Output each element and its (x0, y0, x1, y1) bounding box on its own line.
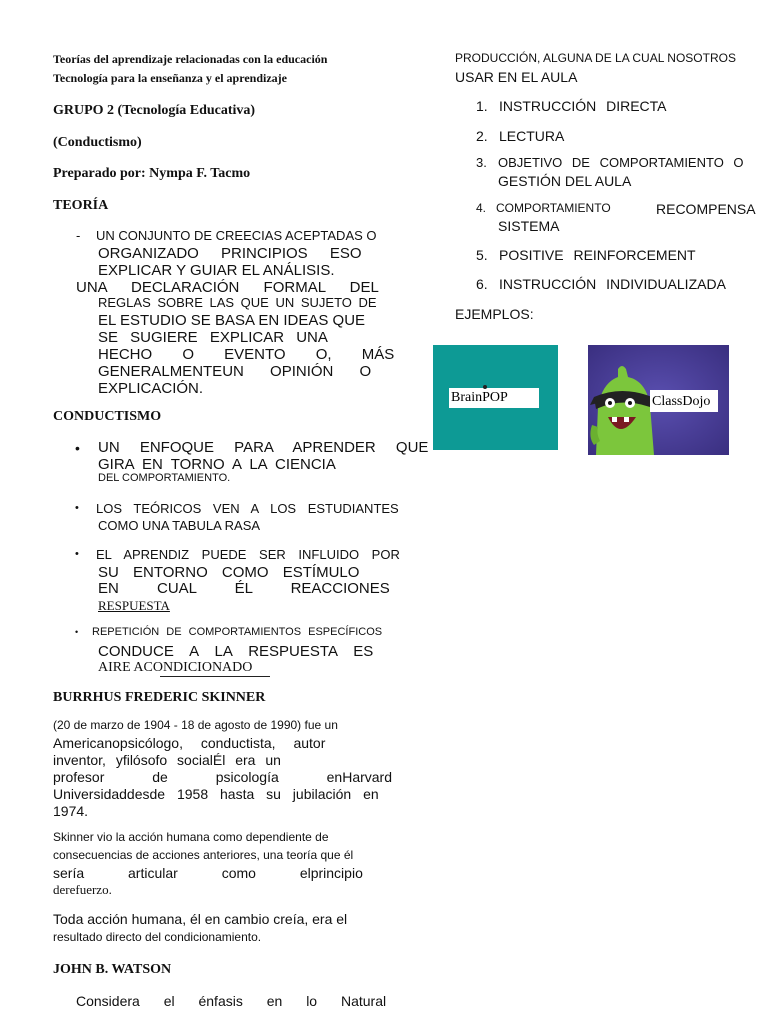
skinner-p2-line2: consecuencias de acciones anteriores, una teoría que él (53, 848, 354, 862)
classdojo-label: ClassDojo (652, 394, 711, 409)
teoria-line-8: HECHO O EVENTO O, MÁS (98, 346, 395, 363)
prepared-by: Preparado por: Nympa F. Tacmo (53, 166, 251, 181)
teoria-line-6: EL ESTUDIO SE BASA EN IDEAS QUE (98, 312, 366, 329)
conductismo-heading: CONDUCTISMO (53, 409, 162, 424)
teoria-line-1: UN CONJUNTO DE CREECIAS ACEPTADAS O (96, 228, 377, 243)
teoria-heading: TEORÍA (53, 198, 109, 213)
list-item-4-cont: SISTEMA (498, 218, 560, 234)
brainpop-label: BrainPOP (451, 390, 508, 405)
bullet-marker: • (75, 502, 79, 514)
conductismo-b2-line2: COMO UNA TABULA RASA (98, 518, 261, 533)
list-num-4: 4. (476, 201, 487, 215)
bullet-marker: • (75, 627, 79, 637)
skinner-p2-line4: derefuerzo. (53, 882, 112, 897)
underline-decoration (160, 676, 270, 677)
brainpop-dot (483, 385, 487, 389)
bullet-marker: • (75, 548, 79, 560)
list-item-1: INSTRUCCIÓN DIRECTA (499, 98, 667, 114)
header-line-1: Teorías del aprendizaje relacionadas con la educación (53, 52, 328, 66)
conductismo-b4-line2: CONDUCE A LA RESPUESTA ES (98, 643, 374, 660)
skinner-p1-line5: Universidaddesde 1958 hasta su jubilación en (53, 786, 379, 802)
conductismo-b3-line3: EN CUAL ÉL REACCIONES (98, 580, 390, 597)
group-title: GRUPO 2 (Tecnología Educativa) (53, 103, 256, 118)
dash-marker: - (76, 228, 81, 243)
skinner-p2-line3: sería articular como elprincipio (53, 865, 363, 881)
conductismo-b4-line3: AIRE ACONDICIONADO (98, 660, 253, 675)
conductismo-b3-line4: RESPUESTA (98, 598, 170, 613)
conductismo-b3-line1: EL APRENDIZ PUEDE SER INFLUIDO POR (96, 547, 400, 562)
watson-heading: JOHN B. WATSON (53, 962, 172, 977)
brainpop-image (433, 345, 558, 450)
list-item-4: COMPORTAMIENTO (496, 201, 611, 215)
teoria-line-7: SE SUGIERE EXPLICAR UNA (98, 329, 328, 346)
list-num-6: 6. (476, 276, 488, 292)
list-item-4-b: RECOMPENSA (656, 201, 756, 217)
skinner-p1-line2: Americanopsicólogo, conductista, autor (53, 735, 326, 751)
watson-line: Considera el énfasis en lo Natural (76, 993, 387, 1009)
skinner-heading: BURRHUS FREDERIC SKINNER (53, 690, 266, 705)
skinner-p3-line2: resultado directo del condicionamiento. (53, 930, 262, 944)
right-top-line1: PRODUCCIÓN, ALGUNA DE LA CUAL NOSOTROS (455, 51, 736, 65)
conductismo-b1-line2: GIRA EN TORNO A LA CIENCIA (98, 456, 336, 473)
list-num-1: 1. (476, 98, 488, 114)
list-num-2: 2. (476, 128, 488, 144)
teoria-line-5: REGLAS SOBRE LAS QUE UN SUJETO DE (98, 295, 377, 310)
list-item-2: LECTURA (499, 128, 565, 144)
conductismo-b3-line2: SU ENTORNO COMO ESTÍMULO (98, 564, 360, 581)
list-num-5: 5. (476, 247, 488, 263)
right-top-line2: USAR EN EL AULA (455, 69, 578, 85)
teoria-line-3: EXPLICAR Y GUIAR EL ANÁLISIS. (98, 262, 335, 279)
classdojo-image (588, 345, 729, 455)
skinner-p1-line6: 1974. (53, 803, 89, 819)
teoria-line-9: GENERALMENTEUN OPINIÓN O (98, 363, 372, 380)
skinner-p1-line4: profesor de psicología enHarvard (53, 769, 393, 785)
list-item-3-cont: GESTIÓN DEL AULA (498, 173, 632, 189)
header-line-2: Tecnología para la enseñanza y el aprendizaje (53, 71, 287, 85)
teoria-line-2: ORGANIZADO PRINCIPIOS ESO (98, 245, 362, 262)
list-item-6: INSTRUCCIÓN INDIVIDUALIZADA (499, 276, 726, 292)
skinner-p3-line1: Toda acción humana, él en cambio creía, era el (53, 911, 348, 927)
bullet-marker: • (75, 440, 80, 456)
conductismo-b4-line1: REPETICIÓN DE COMPORTAMIENTOS ESPECÍFICOS (92, 626, 383, 638)
teoria-line-4: UNA DECLARACIÓN FORMAL DEL (76, 279, 379, 296)
conductismo-b1-line3: DEL COMPORTAMIENTO. (98, 472, 231, 484)
ejemplos-heading: EJEMPLOS: (455, 306, 534, 322)
conductismo-b2-line1: LOS TEÓRICOS VEN A LOS ESTUDIANTES (96, 501, 399, 516)
skinner-p1-line1: (20 de marzo de 1904 - 18 de agosto de 1990) fue un (53, 718, 338, 732)
list-item-5: POSITIVE REINFORCEMENT (499, 247, 696, 263)
skinner-p2-line1: Skinner vio la acción humana como dependiente de (53, 830, 329, 844)
subtitle: (Conductismo) (53, 135, 142, 150)
conductismo-b1-line1: UN ENFOQUE PARA APRENDER QUE (98, 439, 429, 456)
list-num-3: 3. (476, 155, 487, 170)
list-item-3: OBJETIVO DE COMPORTAMIENTO O (498, 155, 744, 170)
skinner-p1-line3: inventor, yfilósofo socialÉl era un (53, 752, 281, 768)
teoria-line-10: EXPLICACIÓN. (98, 380, 204, 397)
